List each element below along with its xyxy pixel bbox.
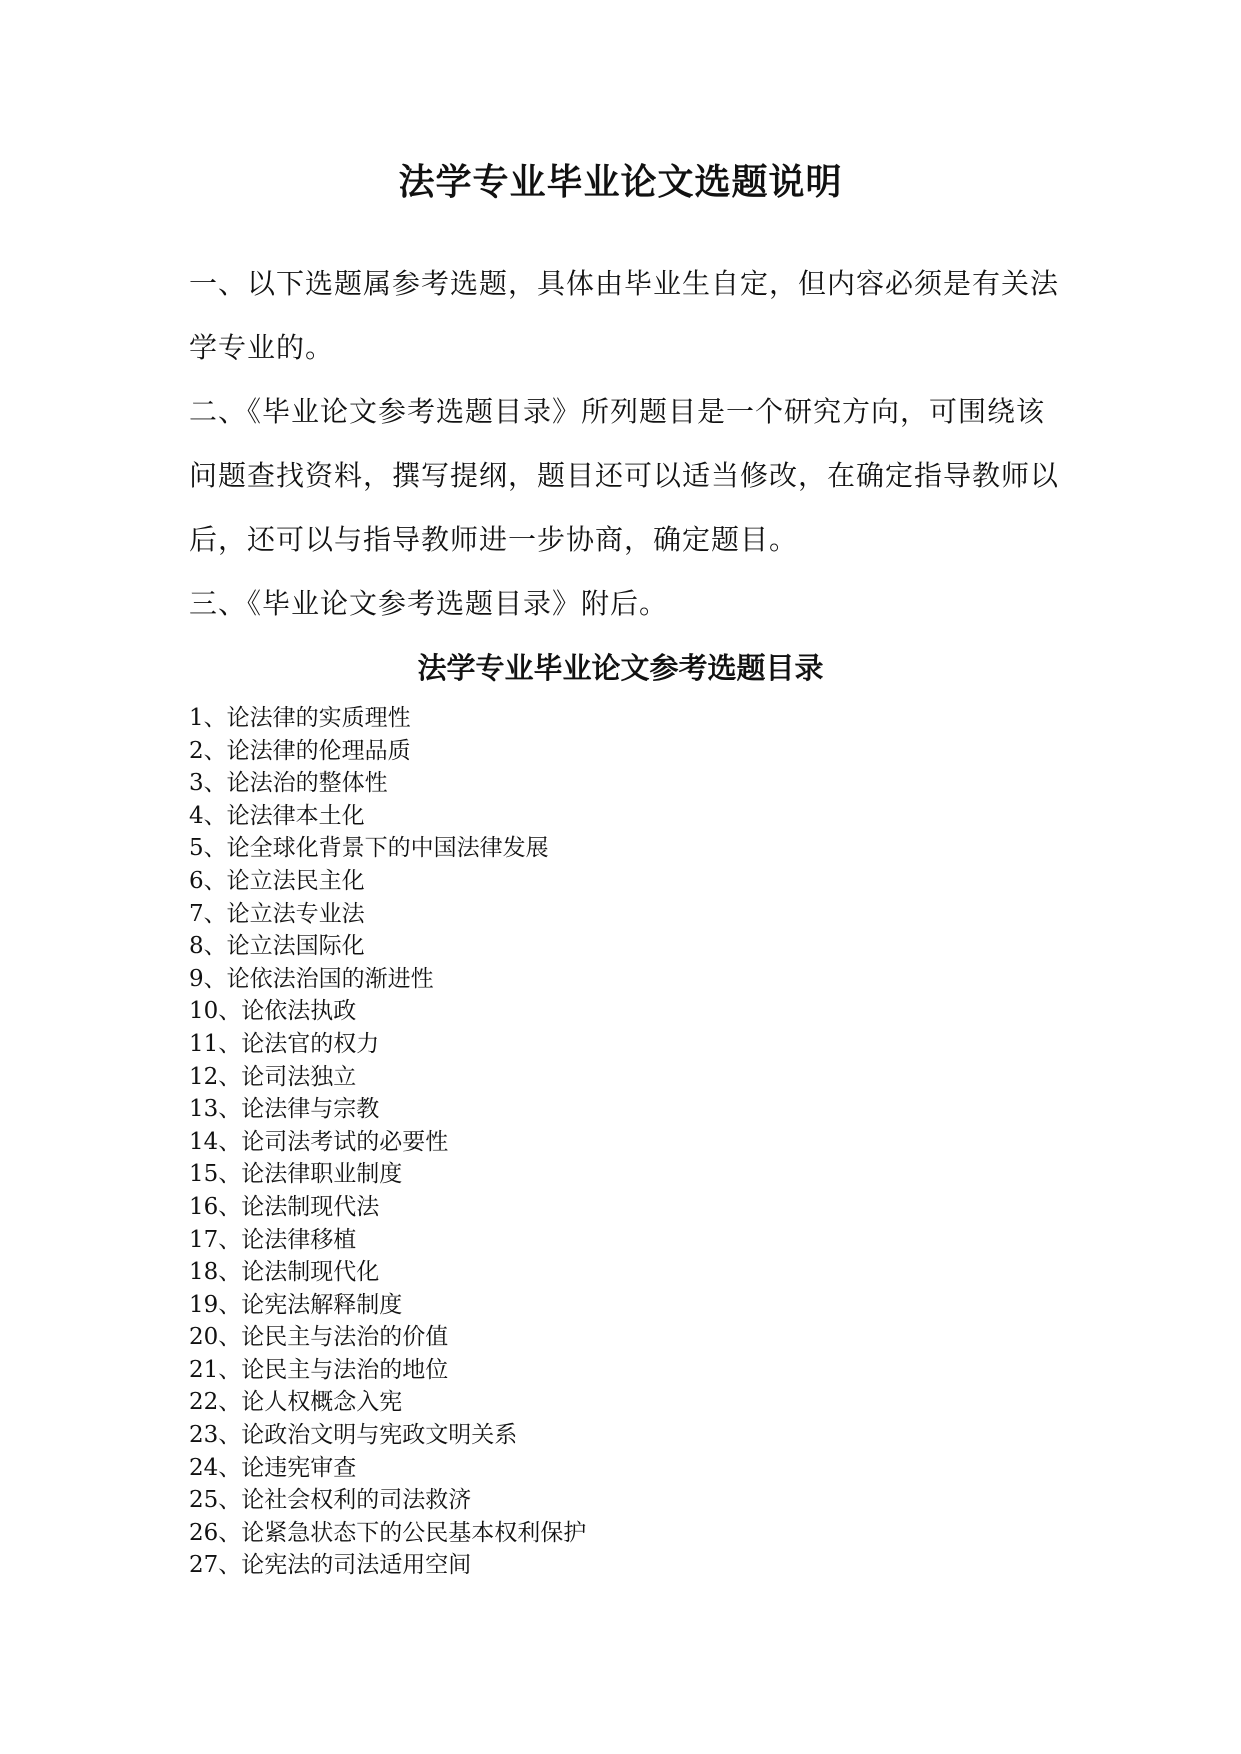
- list-item: 3、论法治的整体性: [189, 770, 388, 797]
- list-item: 9、论依法治国的渐进性: [189, 965, 434, 992]
- intro-paragraph-2: 二、《毕业论文参考选题目录》所列题目是一个研究方向，可围绕该问题查找资料，撰写提纲，题目还可以适当修改，在确定指导教师以后，还可以与指导教师进一步协商，确定题目。: [189, 395, 1060, 556]
- list-item: 26、论紧急状态下的公民基本权利保护: [189, 1519, 587, 1546]
- list-item: 7、论立法专业法: [189, 900, 365, 927]
- list-item: 22、论人权概念入宪: [189, 1389, 403, 1416]
- list-item: 1、论法律的实质理性: [189, 705, 411, 731]
- list-item: 16、论法制现代法: [189, 1193, 380, 1220]
- list-item: 12、论司法独立: [189, 1063, 357, 1090]
- list-item: 13、论法律与宗教: [189, 1096, 380, 1123]
- list-item: 14、论司法考试的必要性: [189, 1128, 449, 1155]
- list-item: 10、论依法执政: [189, 998, 357, 1025]
- list-item: 23、论政治文明与宪政文明关系: [189, 1422, 518, 1449]
- topic-list: [189, 702, 1089, 1582]
- list-item: 21、论民主与法治的地位: [189, 1356, 449, 1383]
- intro-paragraph-3: 三、《毕业论文参考选题目录》附后。: [189, 587, 669, 620]
- intro-section: [189, 252, 1059, 636]
- list-item: 2、论法律的伦理品质: [189, 737, 411, 764]
- list-item: 25、论社会权利的司法救济: [189, 1487, 472, 1514]
- list-item: 17、论法律移植: [189, 1226, 357, 1253]
- list-item: 24、论违宪审查: [189, 1454, 357, 1481]
- list-item: 4、论法律本土化: [189, 802, 365, 829]
- list-item: 6、论立法民主化: [189, 867, 365, 894]
- document-title: 法学专业毕业论文选题说明: [398, 162, 843, 203]
- list-item: 19、论宪法解释制度: [189, 1291, 403, 1318]
- list-item: 11、论法官的权力: [189, 1030, 380, 1057]
- list-item: 5、论全球化背景下的中国法律发展: [189, 835, 549, 862]
- list-item: 18、论法制现代化: [189, 1259, 380, 1286]
- list-item: 27、论宪法的司法适用空间: [189, 1552, 472, 1579]
- list-item: 8、论立法国际化: [189, 933, 365, 960]
- list-item: 20、论民主与法治的价值: [189, 1324, 449, 1351]
- list-item: 15、论法律职业制度: [189, 1161, 403, 1188]
- topic-list-title: 法学专业毕业论文参考选题目录: [417, 651, 824, 685]
- intro-paragraph-1: 一、以下选题属参考选题，具体由毕业生自定，但内容必须是有关法学专业的。: [189, 267, 1060, 364]
